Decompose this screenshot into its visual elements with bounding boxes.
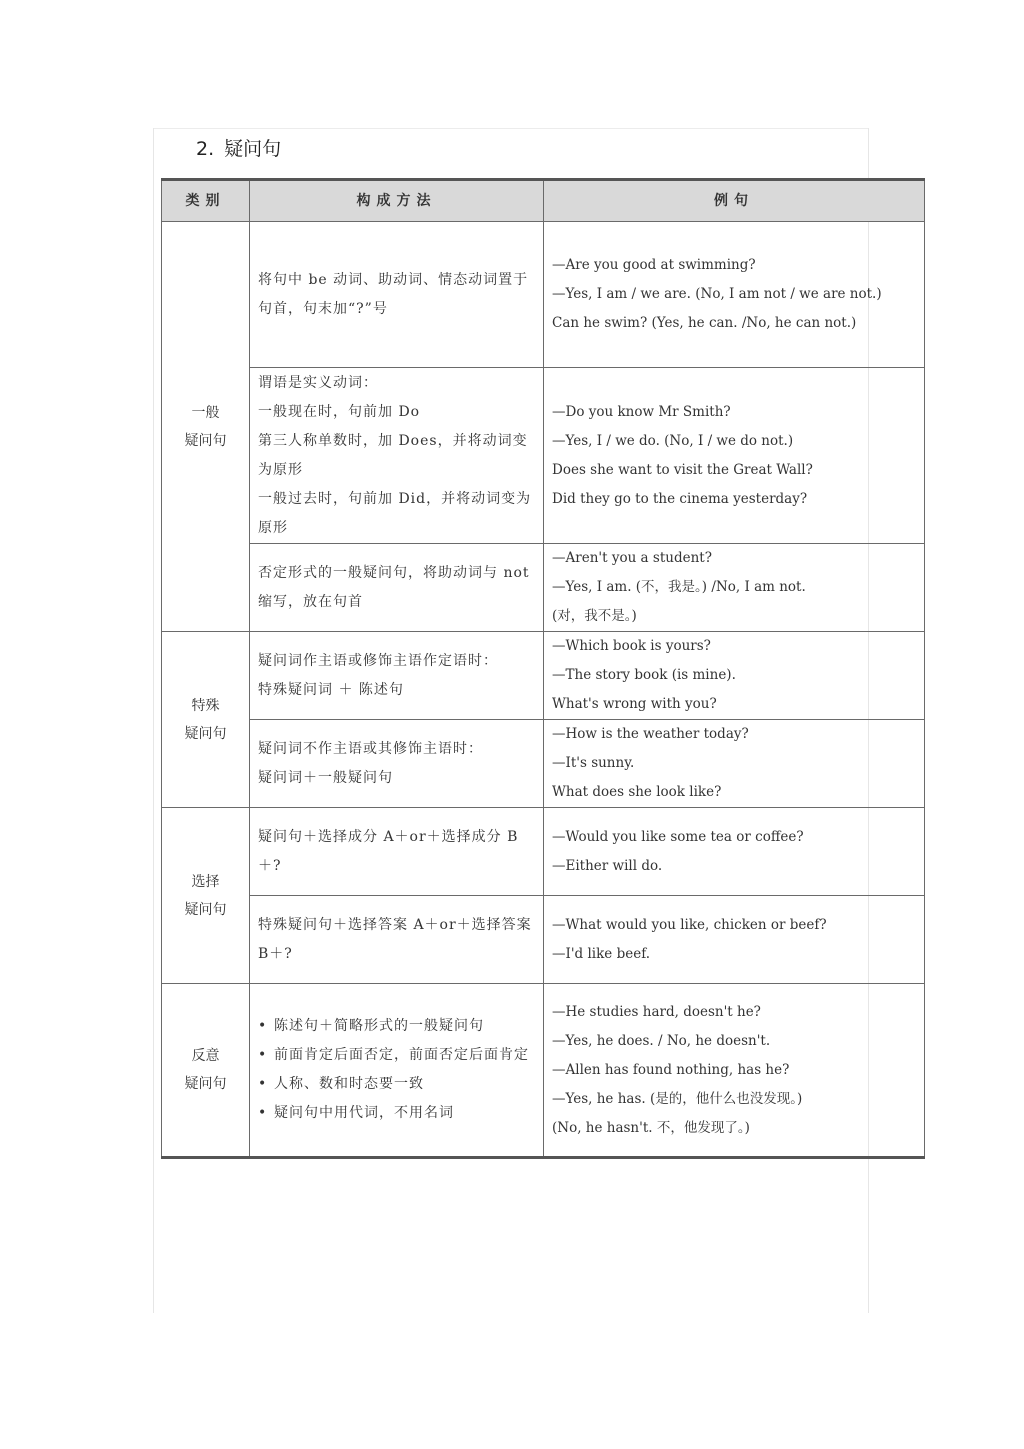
table-row: [162, 984, 925, 1158]
table-row: [162, 720, 925, 808]
table-header-row: [162, 180, 925, 222]
header-category: 类别: [162, 180, 250, 222]
page-frame-top: [153, 128, 869, 129]
list-item: • 陈述句＋简略形式的一般疑问句: [258, 1012, 535, 1041]
table-row: [162, 896, 925, 984]
example-cell: —Would you like some tea or coffee? —Either will do.: [544, 808, 925, 896]
method-cell: 谓语是实义动词： 一般现在时，句前加 Do 第三人称单数时，加 Does，并将动词变为原形 一般过去时，句前加 Did，并将动词变为原形: [250, 368, 544, 544]
header-example: 例句: [544, 180, 925, 222]
example-cell: —He studies hard, doesn't he? —Yes, he does. / No, he doesn't. —Allen has found nothing, has he? —Yes, he has. (是的，他什么也没发现。) (No, he hasn't. 不，他发现了。): [544, 984, 925, 1158]
category-cell: 反意 疑问句: [162, 984, 250, 1158]
table-row: [162, 222, 925, 368]
category-cell: 特殊 疑问句: [162, 632, 250, 808]
list-item: • 前面肯定后面否定，前面否定后面肯定: [258, 1041, 535, 1070]
page-frame-left: [153, 128, 154, 1313]
method-cell: 将句中 be 动词、助动词、情态动词置于句首，句末加“?”号: [250, 222, 544, 368]
example-cell: —How is the weather today? —It's sunny. What does she look like?: [544, 720, 925, 808]
table-row: [162, 808, 925, 896]
section-title: 疑问句: [224, 138, 282, 160]
method-cell: 疑问词作主语或修饰主语作定语时： 特殊疑问词 ＋ 陈述句: [250, 632, 544, 720]
list-item: • 人称、数和时态要一致: [258, 1070, 535, 1099]
example-cell: —Are you good at swimming? —Yes, I am / we are. (No, I am not / we are not.) Can he swim? (Yes, he can. /No, he can not.): [544, 222, 925, 368]
example-cell: —Do you know Mr Smith? —Yes, I / we do. (No, I / we do not.) Does she want to visit the Great Wall? Did they go to the cinema yesterday?: [544, 368, 925, 544]
method-cell: [250, 984, 544, 1158]
method-cell: 否定形式的一般疑问句，将助动词与 not 缩写，放在句首: [250, 544, 544, 632]
method-cell: 特殊疑问句＋选择答案 A＋or＋选择答案 B＋?: [250, 896, 544, 984]
method-cell: 疑问词不作主语或其修饰主语时： 疑问词＋一般疑问句: [250, 720, 544, 808]
question-types-table: [161, 178, 925, 1159]
example-cell: —Which book is yours? —The story book (is mine). What's wrong with you?: [544, 632, 925, 720]
table-row: [162, 632, 925, 720]
table-row: [162, 368, 925, 544]
section-number: 2.: [196, 138, 215, 160]
table-row: [162, 544, 925, 632]
method-cell: 疑问句＋选择成分 A＋or＋选择成分 B＋?: [250, 808, 544, 896]
list-item: • 疑问句中用代词，不用名词: [258, 1099, 535, 1128]
category-cell: 一般 疑问句: [162, 222, 250, 632]
category-cell: 选择 疑问句: [162, 808, 250, 984]
header-method: 构成方法: [250, 180, 544, 222]
rules-list: [258, 1012, 535, 1128]
example-cell: —What would you like, chicken or beef? —I'd like beef.: [544, 896, 925, 984]
example-cell: —Aren't you a student? —Yes, I am. (不，我是。) /No, I am not. (对，我不是。): [544, 544, 925, 632]
section-heading: [196, 134, 281, 161]
